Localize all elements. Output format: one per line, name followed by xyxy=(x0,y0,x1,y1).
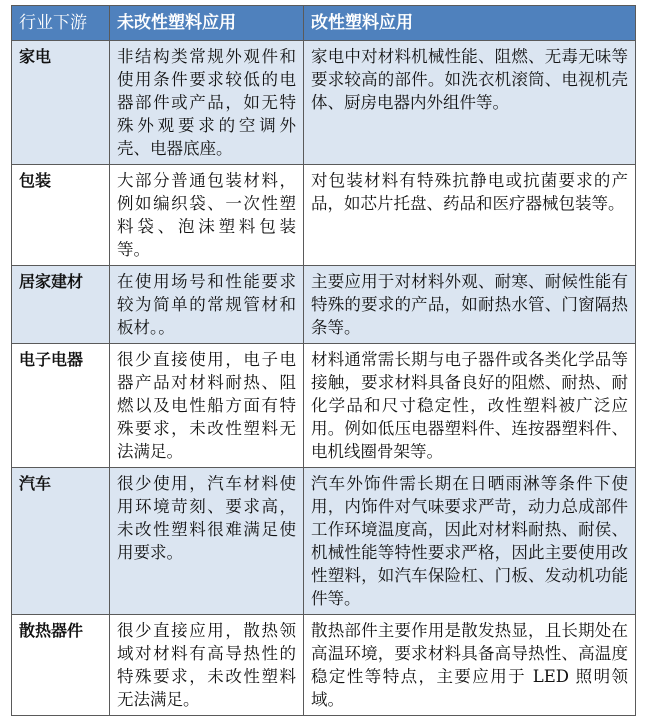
table-row xyxy=(12,165,636,266)
table-row xyxy=(12,41,636,165)
industry-cell: 电子电器 xyxy=(12,344,110,468)
header-industry: 行业下游 xyxy=(12,6,110,41)
table-row xyxy=(12,615,636,716)
table-row xyxy=(12,344,636,468)
table-row xyxy=(12,266,636,344)
unmodified-cell: 很少直接应用，散热领域对材料有高导热性的特殊要求，未改性塑料无法满足。 xyxy=(110,615,304,716)
modified-cell: 对包装材料有特殊抗静电或抗菌要求的产品，如芯片托盘、药品和医疗器械包装等。 xyxy=(304,165,636,266)
table-header xyxy=(12,6,636,41)
header-unmodified: 未改性塑料应用 xyxy=(110,6,304,41)
table-body xyxy=(12,41,636,716)
unmodified-cell: 非结构类常规外观件和使用条件要求较低的电器部件或产品，如无特殊外观要求的空调外壳、电器底座。 xyxy=(110,41,304,165)
unmodified-cell: 在使用场号和性能要求较为简单的常规管材和板材。。 xyxy=(110,266,304,344)
modified-cell: 主要应用于对材料外观、耐寒、耐候性能有特殊的要求的产品，如耐热水管、门窗隔热条等。 xyxy=(304,266,636,344)
industry-cell: 包装 xyxy=(12,165,110,266)
modified-cell: 家电中对材料机械性能、阻燃、无毒无味等要求较高的部件。如洗衣机滚筒、电视机壳体、厨房电器内外组件等。 xyxy=(304,41,636,165)
header-modified: 改性塑料应用 xyxy=(304,6,636,41)
industry-cell: 居家建材 xyxy=(12,266,110,344)
comparison-table-container xyxy=(11,5,635,716)
industry-cell: 家电 xyxy=(12,41,110,165)
unmodified-cell: 大部分普通包装材料，例如编织袋、一次性塑料袋、泡沫塑料包装等。 xyxy=(110,165,304,266)
unmodified-cell: 很少直接使用，电子电器产品对材料耐热、阻燃以及电性船方面有特殊要求，未改性塑料无法满足。 xyxy=(110,344,304,468)
plastics-application-table xyxy=(11,5,636,716)
unmodified-cell: 很少使用，汽车材料使用环境苛刻、要求高，未改性塑料很难满足使用要求。 xyxy=(110,468,304,615)
header-row xyxy=(12,6,636,41)
table-row xyxy=(12,468,636,615)
industry-cell: 汽车 xyxy=(12,468,110,615)
industry-cell: 散热器件 xyxy=(12,615,110,716)
modified-cell: 散热部件主要作用是散发热显，且长期处在高温环境，要求材料具备高导热性、高温度稳定性等特点，主要应用于 LED 照明领域。 xyxy=(304,615,636,716)
modified-cell: 汽车外饰件需长期在日晒雨淋等条件下使用，内饰件对气味要求严苛，动力总成部件工作环境温度高，因此对材料耐热、耐侯、机械性能等特性要求严格，因此主要使用改性塑料，如汽车保险杠、门板、发动机功能件等。 xyxy=(304,468,636,615)
modified-cell: 材料通常需长期与电子器件或各类化学品等接触，要求材料具备良好的阻燃、耐热、耐化学品和尺寸稳定性，改性塑料被广泛应用。例如低压电器塑料件、连按器塑料件、电机线圈骨架等。 xyxy=(304,344,636,468)
